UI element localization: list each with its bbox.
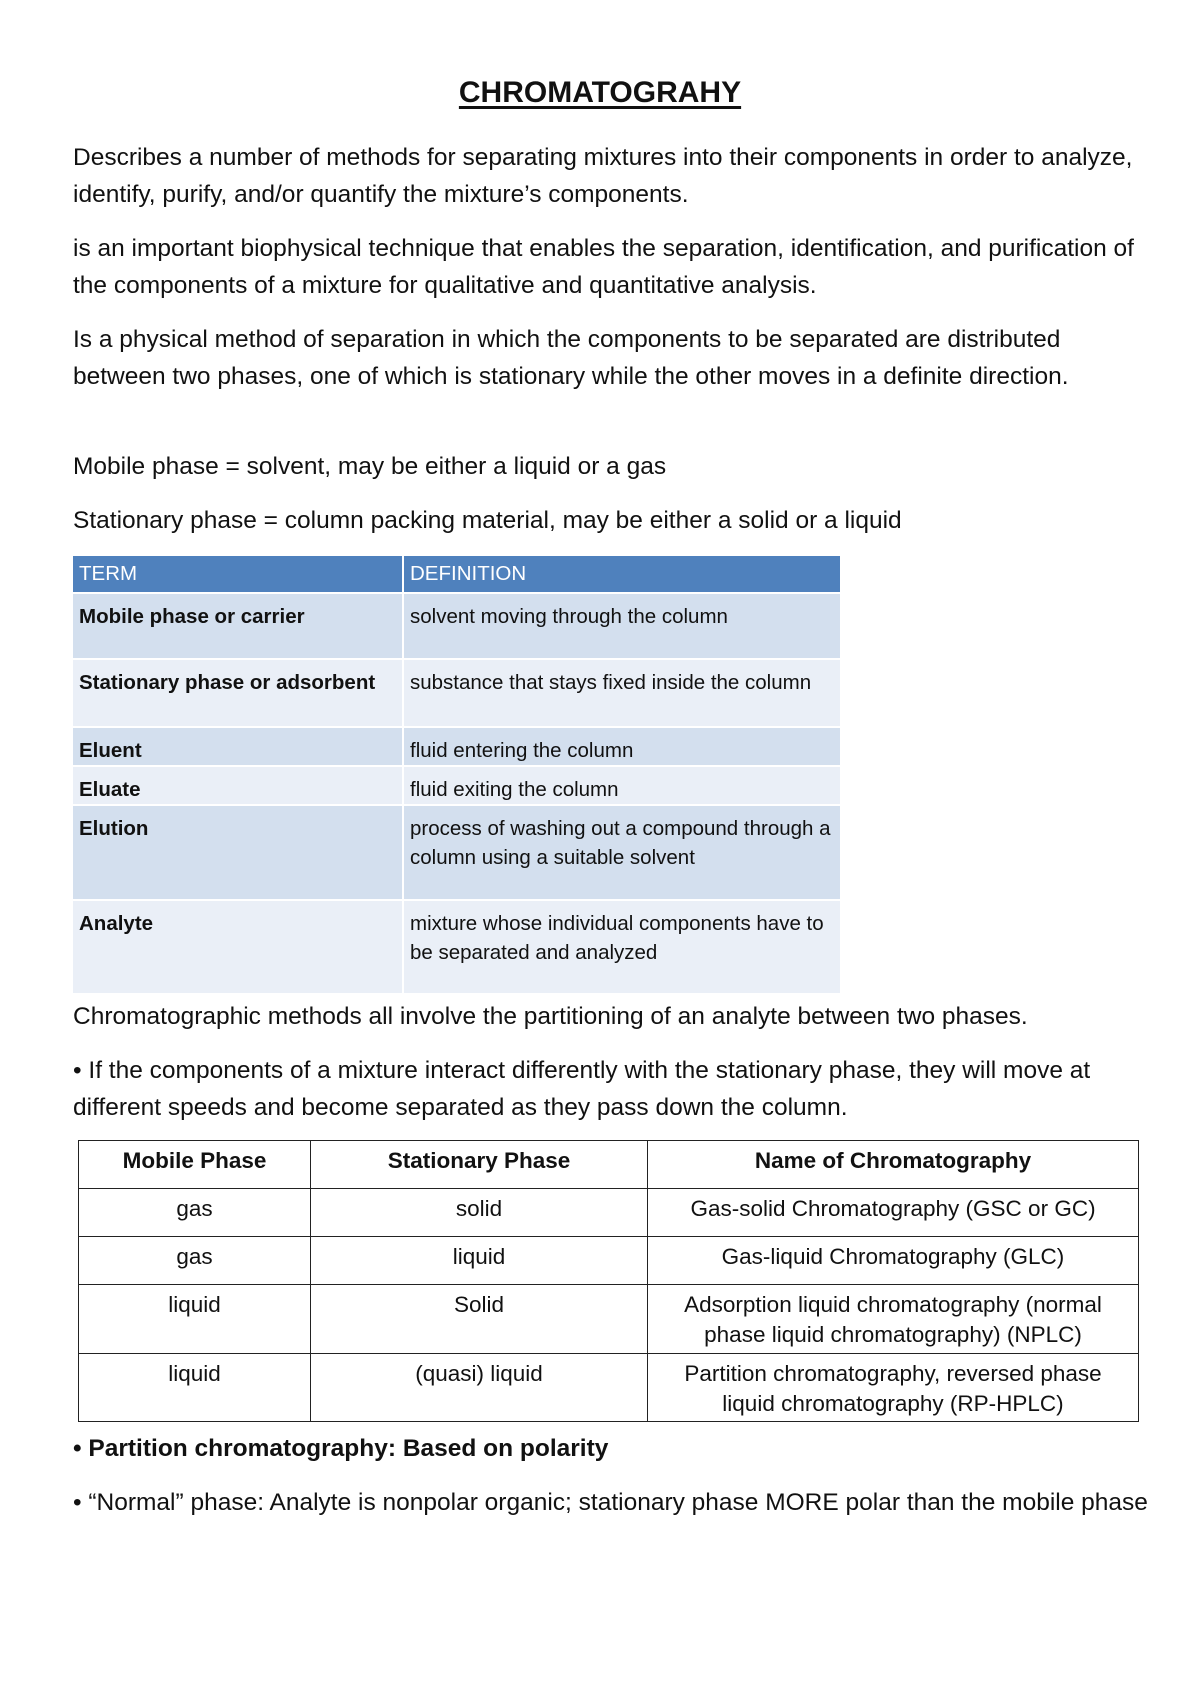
term-cell: Stationary phase or adsorbent: [73, 659, 403, 727]
terms-header-term: TERM: [73, 556, 403, 593]
chromatography-name-header: Name of Chromatography: [648, 1141, 1139, 1189]
definition-cell: fluid entering the column: [403, 727, 841, 766]
definition-cell: solvent moving through the column: [403, 593, 841, 659]
normal-phase-bullet: • “Normal” phase: Analyte is nonpolar organic; stationary phase MORE polar than the mobile phase: [73, 1489, 1148, 1516]
partition-polarity-bullet: • Partition chromatography: Based on polarity: [73, 1435, 609, 1462]
table-row: [73, 900, 841, 993]
stationary-phase-definition: Stationary phase = column packing material, may be either a solid or a liquid: [73, 507, 902, 534]
chromatography-types-table: [78, 1140, 1139, 1422]
mobile-phase-cell: gas: [79, 1237, 311, 1285]
term-cell: Mobile phase or carrier: [73, 593, 403, 659]
page-title: CHROMATOGRAHY: [458, 76, 742, 109]
table-row: [79, 1354, 1139, 1422]
stationary-phase-cell: solid: [311, 1189, 648, 1237]
partitioning-paragraph: Chromatographic methods all involve the partitioning of an analyte between two phases.: [73, 1003, 1028, 1030]
table-row: [79, 1189, 1139, 1237]
term-cell: Eluate: [73, 766, 403, 805]
mobile-phase-cell: gas: [79, 1189, 311, 1237]
definition-cell: process of washing out a compound through a column using a suitable solvent: [403, 805, 841, 900]
table-row: [79, 1285, 1139, 1354]
terms-table: [73, 556, 842, 993]
stationary-phase-cell: liquid: [311, 1237, 648, 1285]
mobile-phase-cell: liquid: [79, 1285, 311, 1354]
stationary-phase-cell: Solid: [311, 1285, 648, 1354]
chromatography-name-cell: Adsorption liquid chromatography (normal phase liquid chromatography) (NPLC): [648, 1285, 1139, 1354]
chromatography-name-cell: Gas-solid Chromatography (GSC or GC): [648, 1189, 1139, 1237]
intro-paragraph-3: Is a physical method of separation in which the components to be separated are distributed between two phases, one of which is stationary while the other moves in a definite direction.: [73, 326, 1069, 390]
table-row: [73, 766, 841, 805]
definition-cell: substance that stays fixed inside the column: [403, 659, 841, 727]
intro-paragraph-1: Describes a number of methods for separating mixtures into their components in order to analyze, identify, purify, and/or quantify the mixture’s components.: [73, 144, 1133, 208]
phases-table-header: [79, 1141, 1139, 1189]
definition-cell: mixture whose individual components have to be separated and analyzed: [403, 900, 841, 993]
table-row: [73, 659, 841, 727]
term-cell: Eluent: [73, 727, 403, 766]
intro-paragraph-2: is an important biophysical technique that enables the separation, identification, and purification of the components of a mixture for qualitative and quantitative analysis.: [73, 235, 1134, 299]
terms-header-definition: DEFINITION: [403, 556, 841, 593]
table-row: [79, 1237, 1139, 1285]
chromatography-name-cell: Partition chromatography, reversed phase liquid chromatography (RP-HPLC): [648, 1354, 1139, 1422]
stationary-phase-cell: (quasi) liquid: [311, 1354, 648, 1422]
mobile-phase-cell: liquid: [79, 1354, 311, 1422]
chromatography-name-cell: Gas-liquid Chromatography (GLC): [648, 1237, 1139, 1285]
mobile-phase-header: Mobile Phase: [79, 1141, 311, 1189]
table-row: [73, 727, 841, 766]
table-row: [73, 805, 841, 900]
separation-bullet: • If the components of a mixture interact differently with the stationary phase, they will move at different speeds and become separated as they pass down the column.: [73, 1057, 1091, 1121]
terms-table-header: [73, 556, 841, 593]
term-cell: Elution: [73, 805, 403, 900]
stationary-phase-header: Stationary Phase: [311, 1141, 648, 1189]
mobile-phase-definition: Mobile phase = solvent, may be either a liquid or a gas: [73, 453, 667, 480]
table-row: [73, 593, 841, 659]
definition-cell: fluid exiting the column: [403, 766, 841, 805]
term-cell: Analyte: [73, 900, 403, 993]
